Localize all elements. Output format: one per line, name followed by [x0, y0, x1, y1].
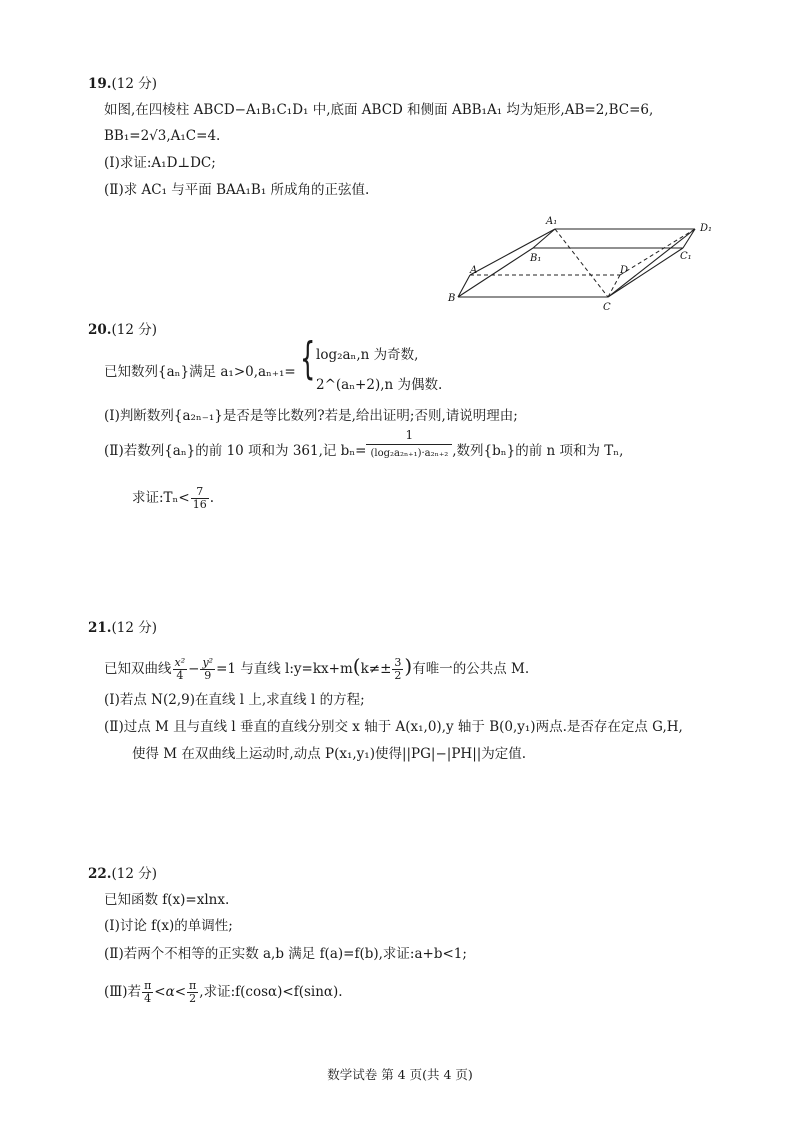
prism-figure [440, 215, 730, 315]
q22-part2: (Ⅱ)若两个不相等的正实数 a,b 满足 f(a)=f(b),求证:a+b<1; [104, 946, 467, 962]
q22-pi-num2: π [189, 979, 197, 992]
q20-bn-denominator: (log₂a₂ₙ₊₁)·a₂ₙ₊₂ [370, 448, 449, 459]
q20-number: 20. [88, 322, 112, 338]
edge-d1c [608, 229, 695, 297]
label-B1: B₁ [530, 253, 542, 264]
label-C: C [603, 302, 611, 313]
q22-part3-pre: (Ⅲ)若 [104, 984, 142, 1000]
q21-number: 21. [88, 620, 112, 636]
q20-case2: 2^(aₙ+2),n 为偶数. [316, 377, 443, 393]
q21-x-fraction [173, 657, 188, 682]
q22-part3 [104, 980, 343, 1005]
q20-score: (12 分) [111, 322, 158, 338]
q20-prove-pre: 求证:Tₙ< [132, 490, 190, 506]
q21-three: 3 [394, 656, 402, 669]
q21-part1: (Ⅰ)若点 N(2,9)在直线 l 上,求直线 l 的方程; [104, 692, 365, 708]
q20-header [88, 320, 157, 340]
q20-prove-post: . [209, 490, 215, 506]
q21-intro [104, 656, 529, 682]
q19-header [88, 74, 157, 94]
q21-four: 4 [176, 669, 184, 682]
q22-mid: <α< [154, 984, 187, 1000]
q20-prove [132, 486, 214, 511]
q22-pi2-fraction [187, 980, 198, 1005]
label-B: B [448, 293, 456, 304]
q21-y2: y² [202, 656, 214, 669]
q19-score: (12 分) [111, 76, 158, 92]
q21-intro-mid: =1 与直线 l:y=kx+m [216, 661, 353, 677]
q22-four: 4 [144, 992, 152, 1005]
q21-part2-line1: (Ⅱ)过点 M 且与直线 l 垂直的直线分别交 x 轴于 A(x₁,0),y 轴于 B(0,y₁)两点.是否存在定点 G,H, [104, 719, 683, 735]
q21-k-fraction [392, 657, 403, 682]
q20-part2-post: ,数列{bₙ}的前 n 项和为 Tₙ, [452, 443, 624, 459]
label-A: A [470, 265, 478, 276]
q20-part1: (Ⅰ)判断数列{a₂ₙ₋₁}是否是等比数列?若是,给出证明;否则,请说明理由; [104, 408, 518, 424]
q19-line2: BB₁=2√3,A₁C=4. [104, 128, 221, 144]
q21-intro-post: 有唯一的公共点 M. [412, 661, 530, 677]
q21-y-fraction [200, 657, 215, 682]
q20-piecewise [300, 333, 500, 397]
label-D1: D₁ [700, 223, 713, 234]
q21-right-paren: ) [404, 654, 413, 678]
q21-left-paren: ( [352, 654, 361, 678]
q21-nine: 9 [204, 669, 212, 682]
q21-minus: − [188, 661, 200, 677]
q22-number: 22. [88, 866, 112, 882]
q21-header [88, 618, 157, 638]
q21-x2: x² [174, 656, 186, 669]
q20-prove-numerator: 7 [191, 486, 209, 499]
q20-prove-denominator: 16 [192, 498, 207, 511]
q22-header [88, 864, 157, 884]
q19-line1: 如图,在四棱柱 ABCD−A₁B₁C₁D₁ 中,底面 ABCD 和侧面 ABB₁A₁ 均为矩形,AB=2,BC=6, [104, 102, 654, 118]
q21-k-cond: k≠± [360, 661, 392, 677]
q22-two: 2 [189, 992, 197, 1005]
q20-brace: { [300, 333, 316, 384]
q20-part2-pre: (Ⅱ)若数列{aₙ}的前 10 项和为 361,记 bₙ= [104, 443, 367, 459]
q20-part2 [104, 428, 624, 463]
label-A1: A₁ [546, 216, 558, 227]
q20-bn-numerator: 1 [366, 426, 452, 445]
q19-part2: (Ⅱ)求 AC₁ 与平面 BAA₁B₁ 所成角的正弦值. [104, 182, 370, 198]
q22-part1: (Ⅰ)讨论 f(x)的单调性; [104, 918, 233, 934]
page-footer: 数学试卷 第 4 页(共 4 页) [327, 1067, 473, 1082]
q22-pi-num1: π [144, 979, 152, 992]
q21-two: 2 [394, 669, 402, 682]
q19-number: 19. [88, 76, 112, 92]
q19-part1: (Ⅰ)求证:A₁D⊥DC; [104, 155, 216, 171]
q21-intro-pre: 已知双曲线 [104, 661, 172, 677]
q22-part3-post: ,求证:f(cosα)<f(sinα). [199, 984, 343, 1000]
edge-a1a [470, 229, 555, 275]
label-C1: C₁ [680, 251, 692, 262]
label-D: D [620, 265, 629, 276]
q22-intro: 已知函数 f(x)=xlnx. [104, 892, 230, 908]
q20-bn-fraction [366, 426, 452, 463]
q20-intro: 已知数列{aₙ}满足 a₁>0,aₙ₊₁= [104, 364, 296, 380]
edge-d1c1 [683, 229, 695, 248]
edge-a1c-hidden [555, 229, 608, 297]
q20-prove-fraction [191, 486, 209, 511]
q20-case1: log₂aₙ,n 为奇数, [316, 347, 419, 363]
q22-score: (12 分) [111, 866, 158, 882]
q21-part2-line2: 使得 M 在双曲线上运动时,动点 P(x₁,y₁)使得||PG|−|PH||为定值. [132, 746, 527, 762]
q21-score: (12 分) [111, 620, 158, 636]
q22-pi4-fraction [142, 980, 153, 1005]
